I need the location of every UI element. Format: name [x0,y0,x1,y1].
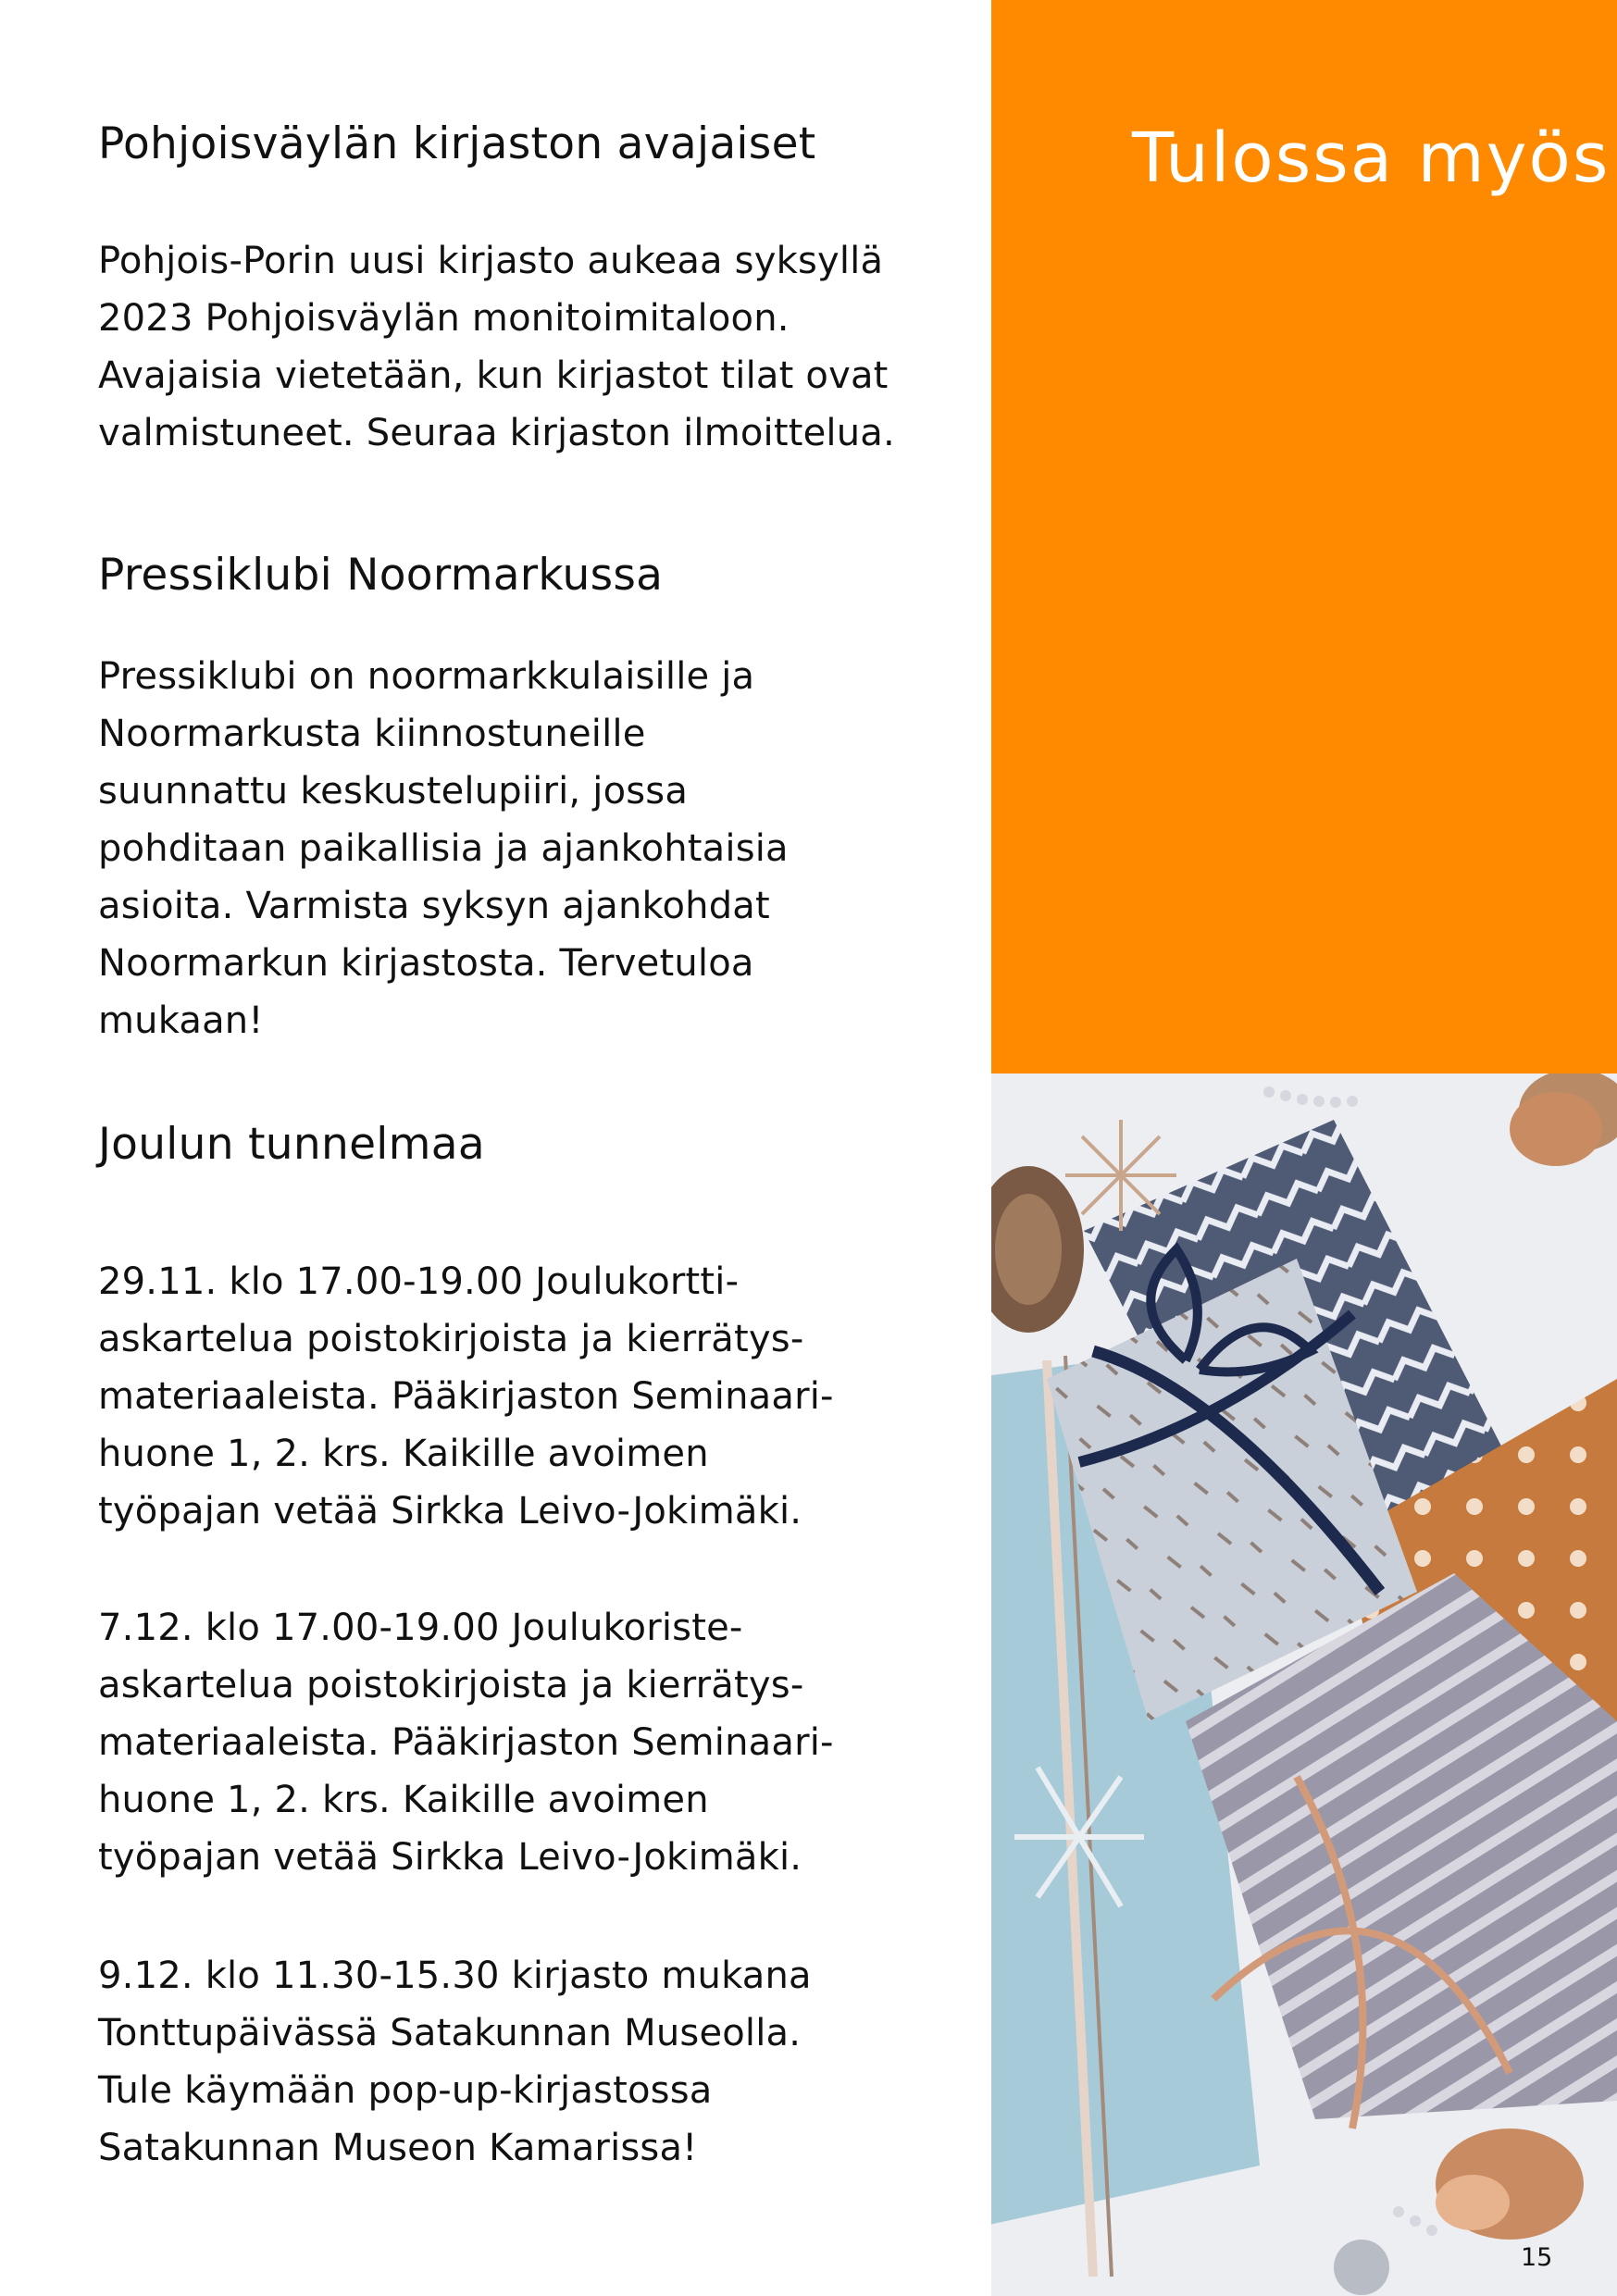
section-heading-avajaiset: Pohjoisväylän kirjaston avajaiset [98,118,816,169]
paragraph-avajaiset [98,232,895,462]
text-line: huone 1, 2. krs. Kaikille avoimen [98,1433,709,1475]
text-line: suunnattu keskustelupiiri, jossa [98,770,689,813]
text-line: pohditaan paikallisia ja ajankohtaisia [98,827,789,870]
text-line: Noormarkun kirjastosta. Tervetuloa [98,942,754,985]
text-line: työpajan vetää Sirkka Leivo-Jokimäki. [98,1490,802,1533]
text-line: työpajan vetää Sirkka Leivo-Jokimäki. [98,1836,802,1879]
section-heading-pressiklubi: Pressiklubi Noormarkussa [98,550,664,601]
text-line: 29.11. klo 17.00-19.00 Joulukortti- [98,1260,740,1303]
text-line: Tonttupäivässä Satakunnan Museolla. [98,2012,802,2054]
text-line: materiaaleista. Pääkirjaston Seminaari- [98,1721,834,1764]
paragraph-pressiklubi [98,648,789,1049]
text-line: 2023 Pohjoisväylän monitoimitaloon. [98,297,790,340]
text-line: asioita. Varmista syksyn ajankohdat [98,885,770,927]
section-heading-joulu: Joulun tunnelmaa [98,1119,485,1170]
text-line: 7.12. klo 17.00-19.00 Joulukoriste- [98,1607,743,1649]
text-line: Noormarkusta kiinnostuneille [98,713,646,755]
star-ornament-icon [1065,1120,1176,1231]
sidebar-panel [991,0,1617,1074]
text-line: Tule käymään pop-up-kirjastossa [98,2069,713,2112]
text-line: Satakunnan Museon Kamarissa! [98,2127,698,2169]
text-line: Avajaisia vietetään, kun kirjastot tilat ovat [98,354,889,397]
christmas-gifts-photo [991,1074,1617,2296]
text-line: Pressiklubi on noormarkkulaisille ja [98,655,755,698]
text-line: materiaaleista. Pääkirjaston Seminaari- [98,1375,834,1418]
gift-boxes-illustration [991,1074,1617,2296]
event-tonttupaiva [98,1947,812,2177]
text-line: huone 1, 2. krs. Kaikille avoimen [98,1779,709,1821]
event-joulukoriste [98,1599,834,1886]
text-line: valmistuneet. Seuraa kirjaston ilmoittelua. [98,412,895,454]
page-number: 15 [1521,2243,1553,2272]
text-line: 9.12. klo 11.30-15.30 kirjasto mukana [98,1955,812,1997]
text-line: askartelua poistokirjoista ja kierrätys- [98,1664,804,1706]
event-joulukortti [98,1253,834,1540]
text-line: Pohjois-Porin uusi kirjasto aukeaa syksyllä [98,240,884,282]
text-line: askartelua poistokirjoista ja kierrätys- [98,1318,804,1360]
sidebar-title: Tulossa myös [1132,118,1611,198]
text-line: mukaan! [98,999,264,1042]
